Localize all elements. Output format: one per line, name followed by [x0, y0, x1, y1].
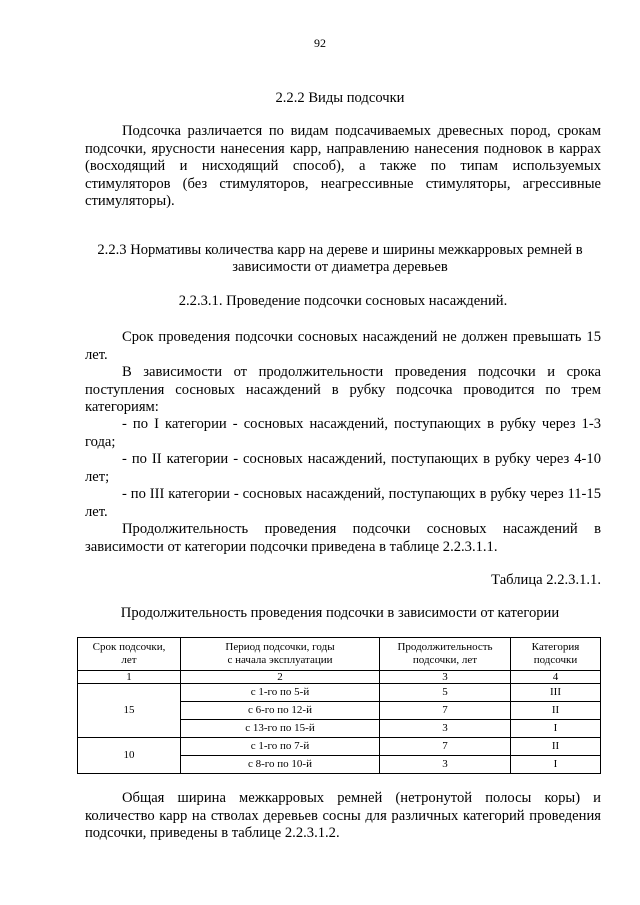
header-term: Срок подсочки, лет	[78, 638, 181, 671]
paragraph-categories-intro: В зависимости от продолжительности проведения подсочки и срока поступления сосновых насаждений в рубку подсочка проводится по трем категориям:	[85, 364, 601, 415]
closing-paragraph: Общая ширина межкарровых ремней (нетронутой полосы коры) и количество карр на стволах деревьев сосны для различных категорий проведения подсочки, приведены в таблице 2.2.3.1.2.	[85, 790, 601, 841]
duration-cell: 3	[380, 720, 511, 738]
duration-cell: 7	[380, 738, 511, 756]
page-number: 92	[314, 36, 326, 50]
duration-cell: 3	[380, 756, 511, 774]
period-cell: с 1-го по 7-й	[181, 738, 380, 756]
paragraph-types-of-tapping: Подсочка различается по видам подсачиваемых древесных пород, срокам подсочки, ярусности нанесения карр, направлению нанесения подновок в каррах (восходящий и нисходящий способ), а также по типам используемых стимуляторов (без стимуляторов, неагрессивные стимуляторы, агрессивные стимуляторы).	[85, 123, 601, 209]
column-number: 4	[511, 671, 601, 684]
duration-table	[77, 637, 601, 774]
section-heading-2-2-2: 2.2.2 Виды подсочки	[275, 90, 405, 106]
list-item-category-3: - по III категории - сосновых насаждений, поступающих в рубку через 11-15 лет.	[85, 486, 601, 520]
list-item-category-2: - по II категории - сосновых насаждений, поступающих в рубку через 4-10 лет;	[85, 451, 601, 485]
period-cell: с 8-го по 10-й	[181, 756, 380, 774]
category-cell: III	[511, 684, 601, 702]
table-column-numbers-row	[78, 671, 601, 684]
paragraph-term-limit: Срок проведения подсочки сосновых насаждений не должен превышать 15 лет.	[85, 329, 601, 363]
table-title: Продолжительность проведения подсочки в зависимости от категории	[120, 605, 560, 621]
column-number: 2	[181, 671, 380, 684]
term-cell: 15	[78, 684, 181, 738]
table-row	[78, 738, 601, 756]
paragraph-table-reference: Продолжительность проведения подсочки сосновых насаждений в зависимости от категории подсочки приведена в таблице 2.2.3.1.1.	[85, 521, 601, 555]
section-heading-2-2-3-line1: 2.2.3 Нормативы количества карр на дереве и ширины межкарровых ремней в	[97, 242, 583, 258]
list-item-category-1: - по I категории - сосновых насаждений, поступающих в рубку через 1-3 года;	[85, 416, 601, 450]
category-cell: II	[511, 738, 601, 756]
subheading-2-2-3-1: 2.2.3.1. Проведение подсочки сосновых насаждений.	[178, 293, 508, 309]
table-label: Таблица 2.2.3.1.1.	[491, 572, 601, 588]
period-cell: с 6-го по 12-й	[181, 702, 380, 720]
duration-cell: 7	[380, 702, 511, 720]
column-number: 3	[380, 671, 511, 684]
table-row	[78, 684, 601, 702]
category-cell: I	[511, 720, 601, 738]
duration-cell: 5	[380, 684, 511, 702]
period-cell: с 13-го по 15-й	[181, 720, 380, 738]
term-cell: 10	[78, 738, 181, 774]
category-cell: II	[511, 702, 601, 720]
period-cell: с 1-го по 5-й	[181, 684, 380, 702]
table-header-row	[78, 638, 601, 671]
column-number: 1	[78, 671, 181, 684]
category-cell: I	[511, 756, 601, 774]
header-period: Период подсочки, годы с начала эксплуатации	[181, 638, 380, 671]
section-heading-2-2-3-line2: зависимости от диаметра деревьев	[232, 259, 448, 275]
header-category: Категория подсочки	[511, 638, 601, 671]
header-duration: Продолжительность подсочки, лет	[380, 638, 511, 671]
